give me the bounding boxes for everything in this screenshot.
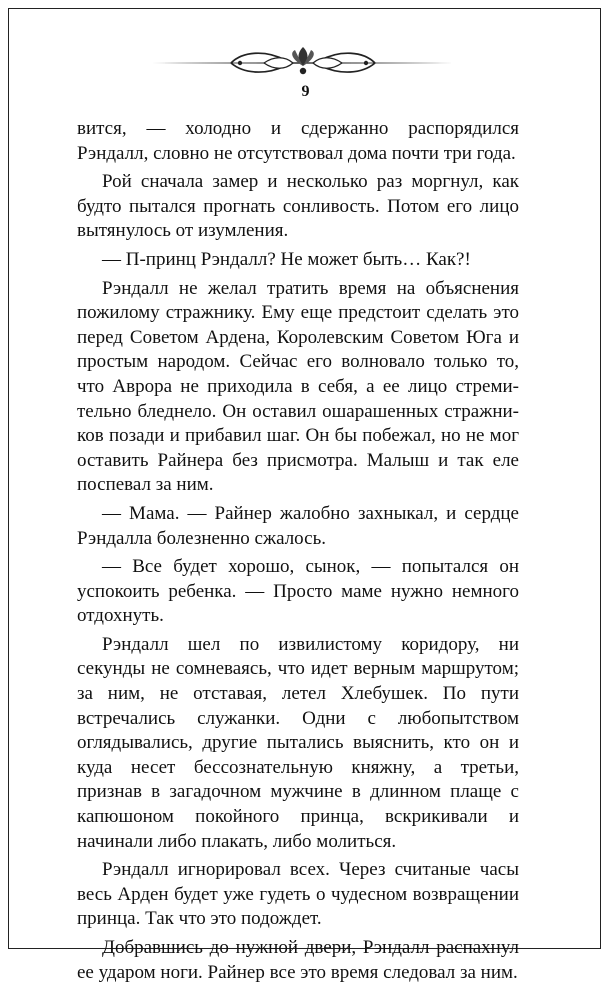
page-body-text [77,117,519,989]
paragraph: вится, — холодно и сдержанно распорядился Рэндалл, словно не отсутствовал дома почти три года. [77,118,519,164]
paragraph: Рэндалл не желал тратить время на объяснения пожилому стражнику. Ему еще предстоит сделать это перед Советом Ардена, Королевским Советом Юга и простым народом. Сейчас его волновало только то, что Аврора не приходила в себя, а ее лицо стремительно бледнело. Он оставил ошарашенных стражников позади и прибавил шаг. Он бы побежал, но не мог оставить Райнера без присмотра. Малыш и так еле поспевал за ним. [77,277,519,496]
page-number: 9 [301,83,310,100]
paragraph: Рэндалл игнорировал всех. Через считаные часы весь Арден будет уже гудеть о чудесном возвращении принца. Так что это подождет. [77,859,519,930]
paragraph: — Мама. — Райнер жалобно захныкал, и сердце Рэндалла болезненно сжалось. [77,502,519,549]
paragraph: — П-принц Рэндалл? Не может быть… Как?! [102,248,471,270]
decorative-divider-ornament [148,42,458,84]
paragraph: Рэндалл шел по извилистому коридору, ни секунды не сомневаясь, что идет верным маршрутом; за ним, не отставая, летел Хлебушек. По пути встречались служанки. Одни с любопытством оглядывались, другие пытались выяснить, кто он и куда несет бессознательную княжну, а третьи, признав в загадочном мужчине в длинном плаще с капюшоном покойного принца, вскрикивали и начинали либо плакать, либо молиться. [77,633,519,852]
paragraph: Рой сначала замер и несколько раз моргнул, как будто пытался прогнать сонливость. Потом его лицо вытянулось от изумления. [77,171,519,242]
paragraph: Добравшись до нужной двери, Рэндалл распахнул ее ударом ноги. Райнер все это время следовал за ним. [77,937,519,983]
paragraph: — Все будет хорошо, сынок, — попытался он успокоить ребенка. — Просто маме нужно немного отдохнуть. [77,556,519,627]
